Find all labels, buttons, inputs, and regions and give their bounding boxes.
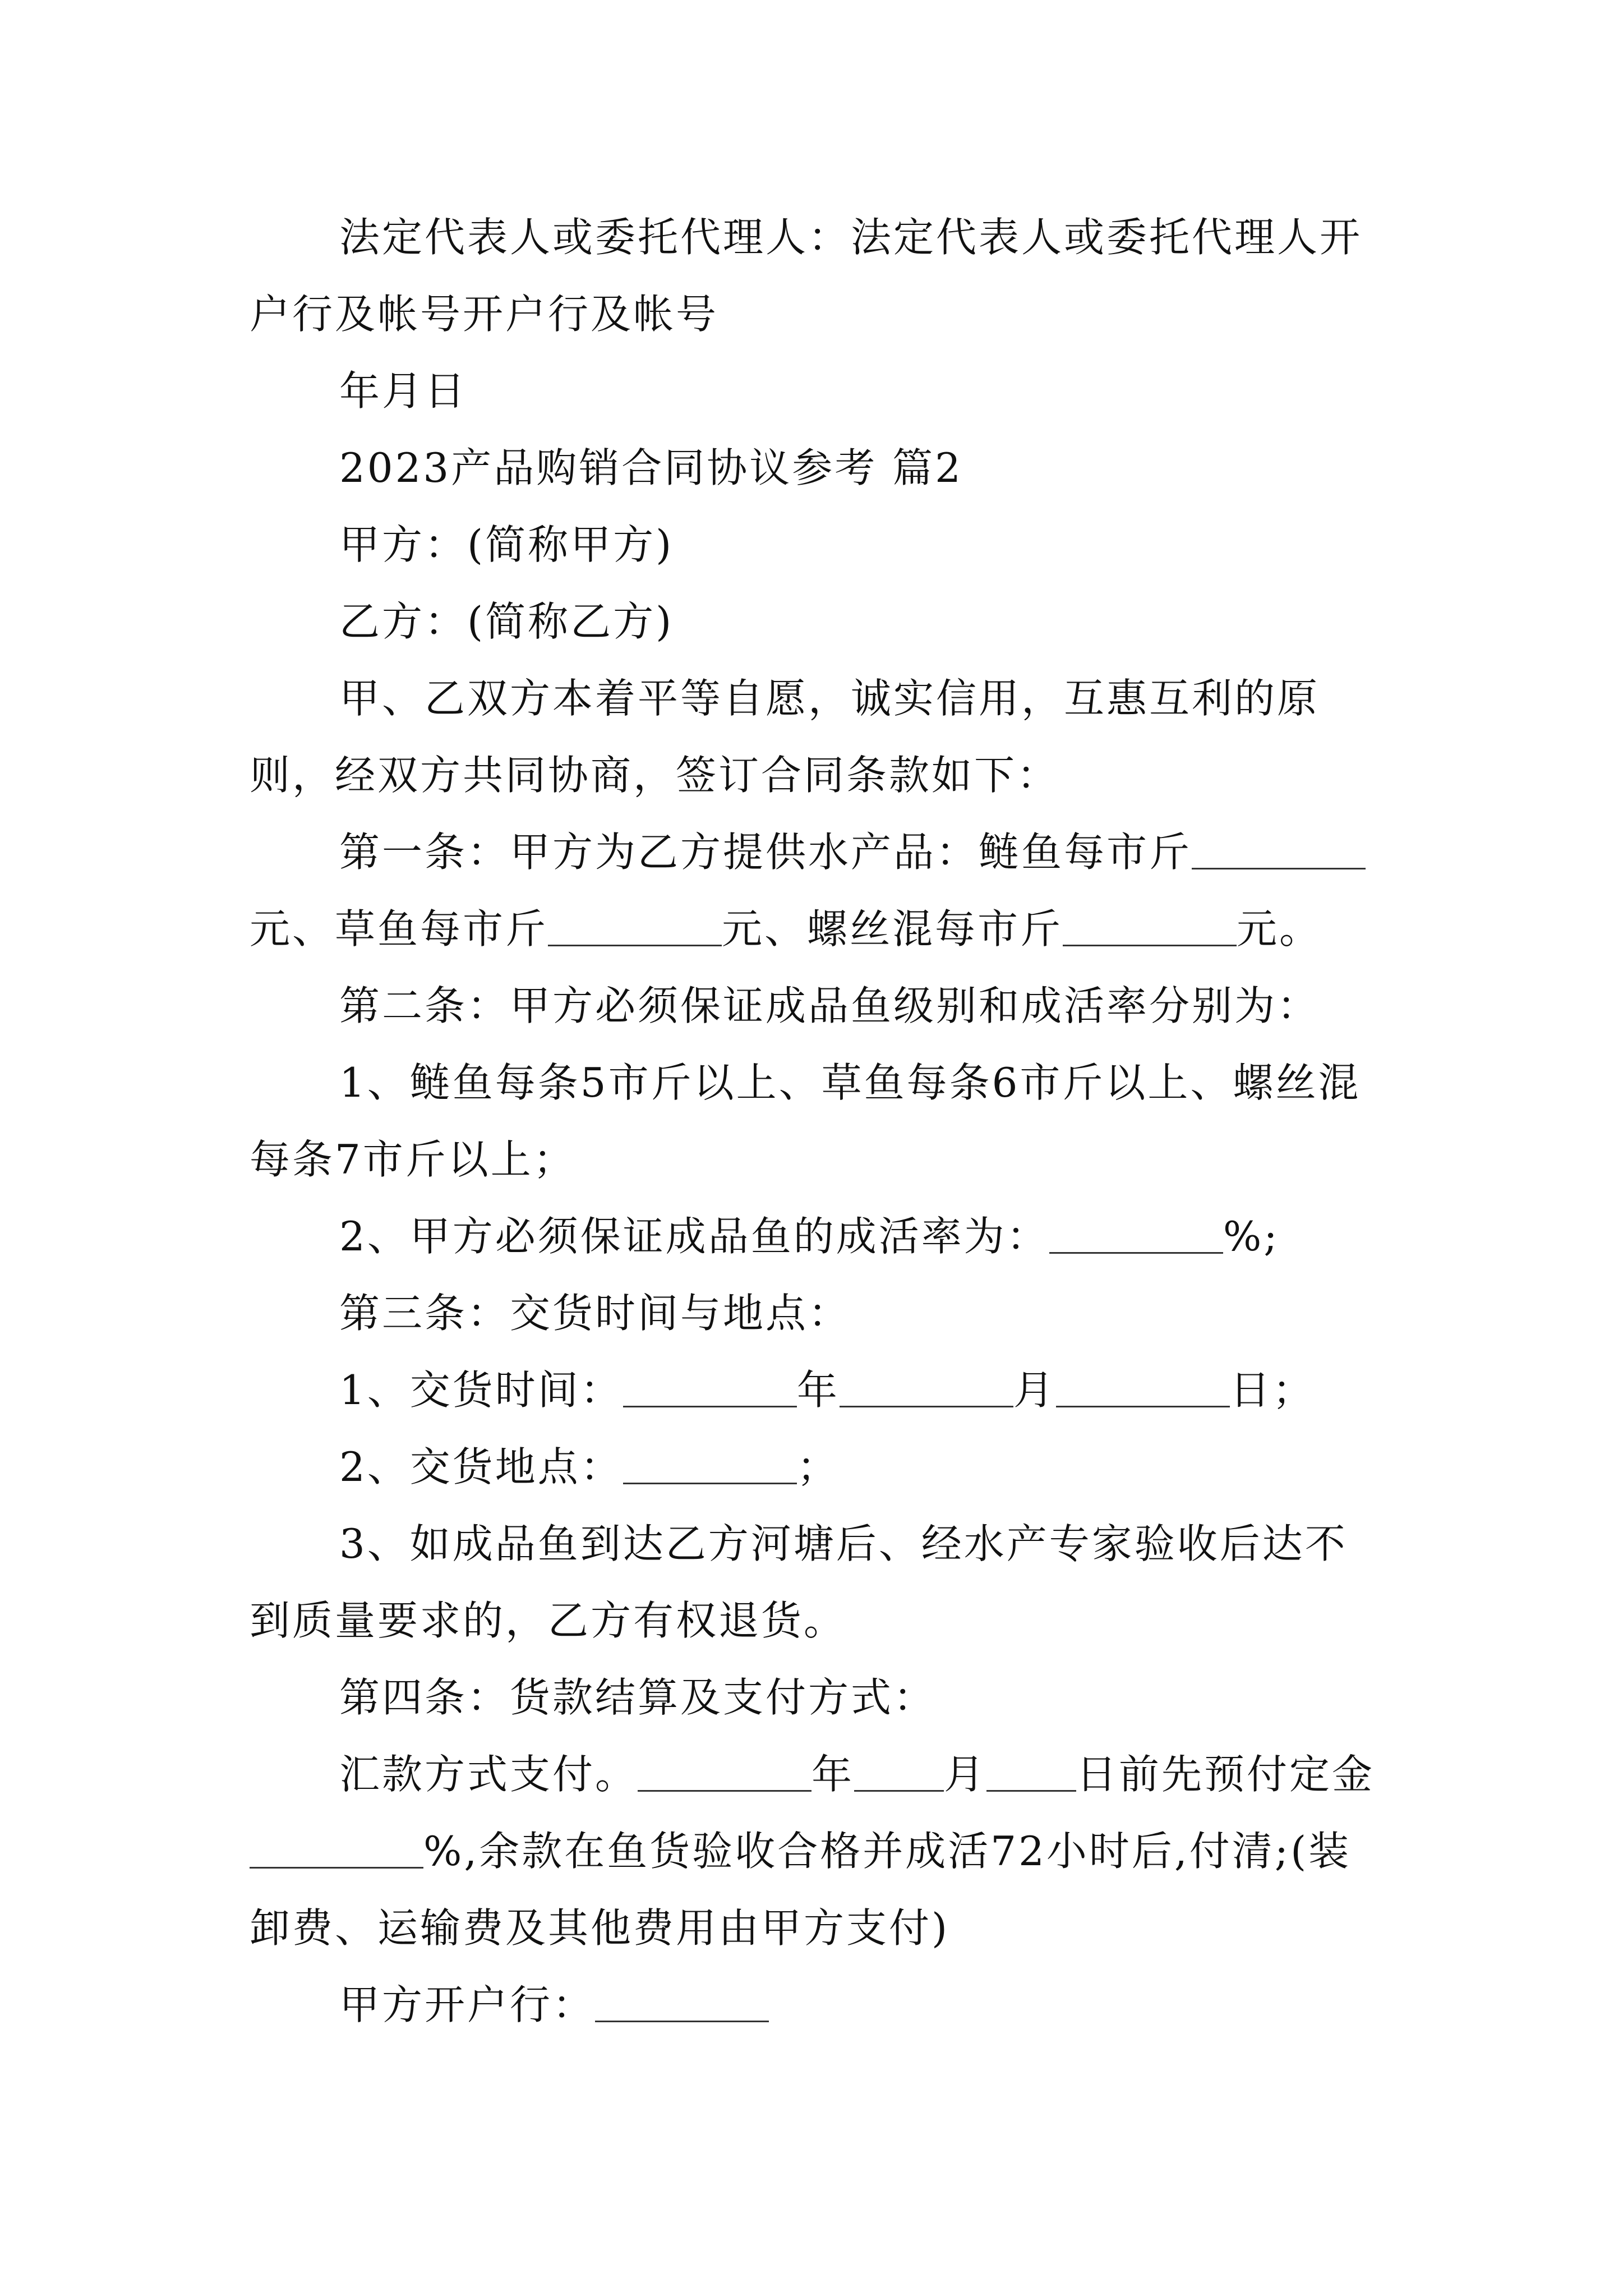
article-2 bbox=[250, 968, 1388, 1045]
blank-payment-year bbox=[638, 1756, 811, 1792]
paragraph-text-d: 日； bbox=[1229, 1366, 1315, 1414]
paragraph-date bbox=[250, 353, 1388, 430]
blank-deposit-percent bbox=[250, 1833, 423, 1869]
blank-delivery-month bbox=[840, 1372, 1013, 1407]
paragraph-text-a: 甲方开户行： bbox=[339, 1981, 596, 2028]
section-title bbox=[250, 430, 1388, 507]
paragraph-text: 法定代表人或委托代理人：法定代表人或委托代理人开户行及帐号开户行及帐号 bbox=[250, 214, 1363, 338]
article-3 bbox=[250, 1275, 1388, 1352]
document-body bbox=[250, 199, 1388, 2044]
blank-price-black-carp bbox=[1063, 911, 1237, 946]
blank-delivery-day bbox=[1056, 1372, 1230, 1407]
paragraph-text-a: 1、交货时间： bbox=[339, 1366, 623, 1414]
article-3-item-1 bbox=[250, 1352, 1388, 1429]
article-1-text-c: 元、螺丝混每市斤 bbox=[722, 905, 1063, 953]
article-1-text-d: 元。 bbox=[1237, 905, 1322, 953]
party-b-text: 乙方：(简称乙方) bbox=[339, 598, 674, 645]
blank-survival-rate bbox=[1049, 1218, 1223, 1254]
blank-payment-day bbox=[986, 1756, 1076, 1792]
paragraph-text: 3、如成品鱼到达乙方河塘后、经水产专家验收后达不到质量要求的，乙方有权退货。 bbox=[250, 1520, 1348, 1644]
blank-price-silver-carp bbox=[1192, 834, 1366, 869]
paragraph-intro bbox=[250, 660, 1388, 814]
article-3-item-2 bbox=[250, 1429, 1388, 1506]
article-3-item-3 bbox=[250, 1506, 1388, 1659]
paragraph-text-b: 年 bbox=[796, 1366, 840, 1414]
article-1-text-b: 元、草鱼每市斤 bbox=[250, 905, 548, 953]
paragraph-text-a: 2、交货地点： bbox=[339, 1443, 623, 1490]
blank-party-a-bank bbox=[595, 1987, 769, 2022]
paragraph-text: 年月日 bbox=[339, 367, 468, 415]
article-4 bbox=[250, 1659, 1388, 1736]
paragraph-text-d: 日前先预付定金 bbox=[1076, 1751, 1375, 1798]
paragraph-text-e: %,余款在鱼货验收合格并成活72小时后,付清;(装卸费、运输费及其他费用由甲方支付) bbox=[250, 1828, 1352, 1952]
party-a bbox=[250, 507, 1388, 583]
article-4-payment bbox=[250, 1736, 1388, 1967]
paragraph-representative bbox=[250, 199, 1388, 353]
paragraph-text: 甲、乙双方本着平等自愿，诚实信用，互惠互利的原则，经双方共同协商，签订合同条款如下： bbox=[250, 675, 1320, 799]
blank-delivery-year bbox=[623, 1372, 797, 1407]
paragraph-text-c: 月 bbox=[1013, 1366, 1056, 1414]
article-2-item-1 bbox=[250, 1045, 1388, 1198]
section-title-text: 2023产品购销合同协议参考 篇2 bbox=[339, 444, 963, 491]
paragraph-text-b: %; bbox=[1223, 1213, 1280, 1260]
paragraph-text-c: 月 bbox=[944, 1751, 987, 1798]
article-1 bbox=[250, 814, 1388, 968]
blank-price-grass-carp bbox=[548, 911, 722, 946]
article-2-text: 第二条：甲方必须保证成品鱼级别和成活率分别为： bbox=[339, 982, 1320, 1029]
party-a-text: 甲方：(简称甲方) bbox=[339, 521, 674, 568]
paragraph-text-b: 年 bbox=[811, 1751, 855, 1798]
party-a-bank bbox=[250, 1967, 1388, 2044]
article-1-text-a: 第一条：甲方为乙方提供水产品：鲢鱼每市斤 bbox=[339, 829, 1192, 876]
paragraph-text-b: ； bbox=[796, 1443, 840, 1490]
blank-payment-month bbox=[854, 1756, 944, 1792]
article-2-item-2 bbox=[250, 1198, 1388, 1275]
paragraph-text-a: 汇款方式支付。 bbox=[339, 1751, 638, 1798]
article-4-text: 第四条：货款结算及支付方式： bbox=[339, 1674, 937, 1721]
article-3-text: 第三条：交货时间与地点： bbox=[339, 1290, 851, 1337]
paragraph-text-a: 2、甲方必须保证成品鱼的成活率为： bbox=[339, 1213, 1049, 1260]
paragraph-text: 1、鲢鱼每条5市斤以上、草鱼每条6市斤以上、螺丝混每条7市斤以上； bbox=[250, 1059, 1361, 1183]
party-b bbox=[250, 583, 1388, 660]
blank-delivery-location bbox=[623, 1449, 797, 1484]
